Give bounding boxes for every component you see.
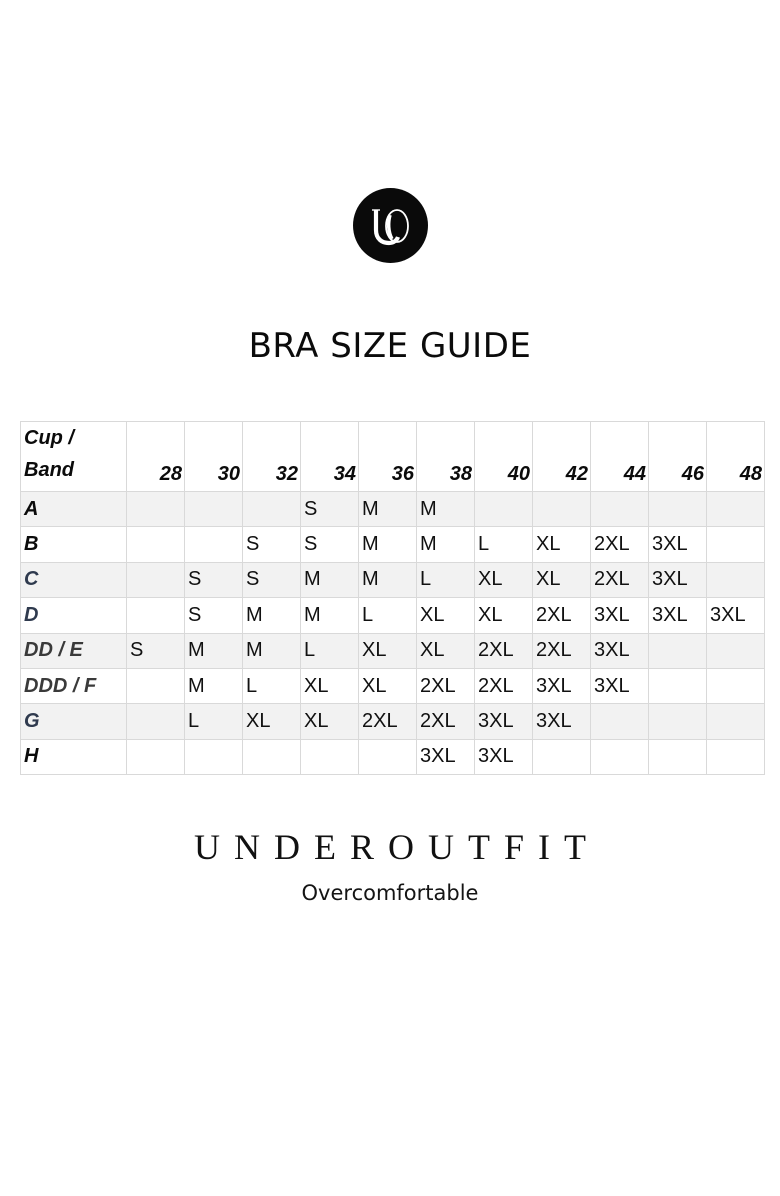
size-cell [127, 704, 185, 739]
size-cell: S [185, 598, 243, 633]
cup-size-label: H [21, 739, 127, 774]
size-cell [649, 704, 707, 739]
table-row [21, 527, 765, 562]
size-cell: 2XL [359, 704, 417, 739]
size-cell: 3XL [591, 668, 649, 703]
cup-size-label: B [21, 527, 127, 562]
size-cell: 2XL [417, 704, 475, 739]
size-cell: 3XL [417, 739, 475, 774]
size-cell [243, 492, 301, 527]
size-cell: M [243, 633, 301, 668]
size-cell: 3XL [591, 598, 649, 633]
size-cell: 2XL [533, 598, 591, 633]
table-row [21, 492, 765, 527]
size-cell: L [301, 633, 359, 668]
band-header-36: 36 [359, 422, 417, 492]
band-header-48: 48 [707, 422, 765, 492]
table-row [21, 598, 765, 633]
size-cell [301, 739, 359, 774]
table-row [21, 739, 765, 774]
size-cell [185, 492, 243, 527]
size-cell: M [359, 562, 417, 597]
size-cell: L [243, 668, 301, 703]
size-cell: 3XL [475, 739, 533, 774]
size-cell [359, 739, 417, 774]
size-cell: L [359, 598, 417, 633]
cup-header-text: Cup / [24, 427, 74, 449]
size-cell: XL [301, 704, 359, 739]
size-cell: 3XL [649, 562, 707, 597]
table-row [21, 668, 765, 703]
size-cell [649, 633, 707, 668]
table-row [21, 633, 765, 668]
size-cell [533, 739, 591, 774]
size-cell: XL [533, 527, 591, 562]
size-cell: M [243, 598, 301, 633]
size-cell: 3XL [649, 598, 707, 633]
size-cell: M [185, 668, 243, 703]
size-cell [649, 739, 707, 774]
size-cell [707, 492, 765, 527]
band-header-28: 28 [127, 422, 185, 492]
size-cell: S [301, 527, 359, 562]
size-cell [707, 527, 765, 562]
size-cell [127, 527, 185, 562]
size-cell: XL [475, 562, 533, 597]
size-cell: S [127, 633, 185, 668]
cup-size-label: D [21, 598, 127, 633]
size-cell [185, 527, 243, 562]
size-cell [591, 739, 649, 774]
size-chart-table [20, 421, 765, 775]
size-cell: 3XL [649, 527, 707, 562]
size-cell: L [417, 562, 475, 597]
size-cell: 3XL [533, 668, 591, 703]
size-cell [707, 633, 765, 668]
size-cell: S [185, 562, 243, 597]
size-cell: M [359, 527, 417, 562]
brand-wordmark: UNDEROUTFIT [194, 827, 600, 867]
size-cell: L [185, 704, 243, 739]
size-cell [591, 492, 649, 527]
size-cell: S [243, 527, 301, 562]
size-cell: XL [359, 668, 417, 703]
size-cell [649, 668, 707, 703]
band-header-46: 46 [649, 422, 707, 492]
size-cell: 2XL [591, 527, 649, 562]
band-header-42: 42 [533, 422, 591, 492]
size-cell [591, 704, 649, 739]
size-cell: M [185, 633, 243, 668]
size-cell [707, 704, 765, 739]
size-cell: L [475, 527, 533, 562]
cup-size-label: DD / E [21, 633, 127, 668]
size-cell: M [359, 492, 417, 527]
size-table-body [21, 492, 765, 775]
size-cell: 3XL [707, 598, 765, 633]
size-cell: 2XL [533, 633, 591, 668]
size-cell: 3XL [533, 704, 591, 739]
size-cell [475, 492, 533, 527]
table-row [21, 704, 765, 739]
size-cell [127, 668, 185, 703]
size-cell: M [301, 562, 359, 597]
band-header-text: Band [24, 459, 74, 481]
size-cell: XL [533, 562, 591, 597]
size-cell [127, 562, 185, 597]
brand-tagline: Overcomfortable [301, 881, 479, 905]
band-header-30: 30 [185, 422, 243, 492]
size-cell: 2XL [475, 668, 533, 703]
brand-logo-icon [353, 188, 428, 263]
size-cell [533, 492, 591, 527]
size-cell: M [417, 527, 475, 562]
size-cell: 2XL [417, 668, 475, 703]
cup-size-label: DDD / F [21, 668, 127, 703]
size-cell [185, 739, 243, 774]
size-cell: 3XL [591, 633, 649, 668]
band-header-38: 38 [417, 422, 475, 492]
table-row [21, 562, 765, 597]
size-cell [707, 739, 765, 774]
band-header-40: 40 [475, 422, 533, 492]
table-header-row [21, 422, 765, 492]
size-cell: 2XL [591, 562, 649, 597]
band-header-44: 44 [591, 422, 649, 492]
size-cell: XL [417, 598, 475, 633]
size-cell: M [417, 492, 475, 527]
size-cell: XL [417, 633, 475, 668]
size-cell: XL [359, 633, 417, 668]
cup-size-label: C [21, 562, 127, 597]
size-cell: M [301, 598, 359, 633]
size-cell [707, 668, 765, 703]
size-cell: XL [243, 704, 301, 739]
size-cell: XL [475, 598, 533, 633]
cup-size-label: A [21, 492, 127, 527]
uo-monogram-icon [368, 206, 414, 246]
size-cell [127, 739, 185, 774]
size-cell: XL [301, 668, 359, 703]
cup-size-label: G [21, 704, 127, 739]
size-cell [243, 739, 301, 774]
size-cell: S [301, 492, 359, 527]
page-title: BRA SIZE GUIDE [248, 326, 532, 366]
size-cell [127, 492, 185, 527]
size-cell [649, 492, 707, 527]
cup-band-header [21, 422, 127, 492]
size-cell: S [243, 562, 301, 597]
size-cell [127, 598, 185, 633]
size-cell: 2XL [475, 633, 533, 668]
size-cell: 3XL [475, 704, 533, 739]
band-header-34: 34 [301, 422, 359, 492]
size-cell [707, 562, 765, 597]
band-header-32: 32 [243, 422, 301, 492]
